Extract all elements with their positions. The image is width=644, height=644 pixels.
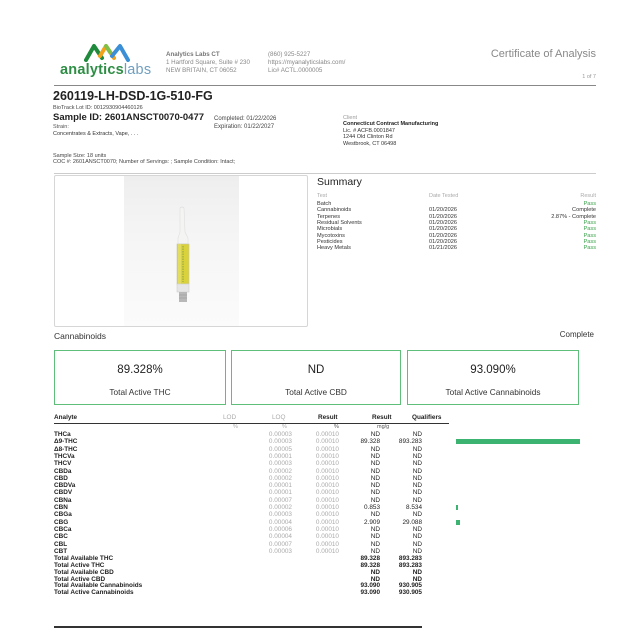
analyte-name: CBC	[54, 533, 68, 541]
lod-value: 0.00003	[268, 547, 292, 555]
table-row	[54, 541, 422, 548]
result-pct-value: ND	[370, 467, 380, 475]
loq-value: 0.00010	[315, 445, 339, 453]
table-row	[54, 482, 422, 489]
summary-result: Pass	[583, 232, 596, 239]
lab-website-link[interactable]: https://myanalyticslabs.com/	[268, 59, 346, 66]
analytics-labs-logo	[60, 42, 160, 84]
tile-value: ND	[307, 364, 325, 376]
result-bar	[456, 520, 460, 525]
summary-date: 01/20/2026	[429, 207, 457, 214]
result-mg-value: ND	[412, 467, 422, 475]
table-row	[54, 460, 422, 467]
total-mg-value: ND	[412, 575, 422, 583]
loq-value: 0.00010	[315, 518, 339, 526]
strain-value: Concentrates & Extracts, Vape, . . .	[53, 131, 139, 137]
tile-value: 89.328%	[117, 364, 163, 376]
cannabinoids-status: Complete	[559, 330, 594, 339]
result-mg-value: ND	[412, 511, 422, 519]
total-active-cannabinoids-tile	[407, 350, 579, 405]
batch-id: 260119-LH-DSD-1G-510-FG	[53, 89, 213, 103]
table-row	[54, 489, 422, 496]
result-pct-value: ND	[370, 540, 380, 548]
analyte-name: CBD	[54, 474, 68, 482]
col-header-analyte: Analyte	[54, 414, 78, 421]
result-mg-value: ND	[412, 460, 422, 468]
analyte-name: THCVa	[54, 452, 75, 460]
analyte-name: CBNa	[54, 496, 72, 504]
client-address-1: 1244 Old Clinton Rd	[343, 134, 393, 141]
analyte-name: Δ9-THC	[54, 438, 78, 446]
table-row	[54, 468, 422, 475]
summary-result: Pass	[583, 219, 596, 226]
result-mg-value: ND	[412, 482, 422, 490]
result-mg-value: ND	[412, 474, 422, 482]
summary-result: 2.87% - Complete	[551, 213, 596, 220]
analyte-name: CBDVa	[54, 482, 76, 490]
lab-info	[166, 51, 250, 75]
total-pct-value: ND	[370, 575, 380, 583]
summary-result: Pass	[583, 226, 596, 233]
lod-value: 0.00007	[268, 496, 292, 504]
lod-value: 0.00006	[268, 525, 292, 533]
loq-value: 0.00010	[315, 431, 339, 438]
result-pct-value: ND	[370, 547, 380, 555]
col-header-result-pct: Result	[318, 414, 338, 421]
client-info	[343, 115, 438, 147]
analyte-name: CBT	[54, 547, 68, 555]
lod-value: 0.00002	[268, 504, 292, 511]
total-name: Total Available Cannabinoids	[54, 582, 143, 590]
lab-address-2: NEW BRITAIN, CT 06052	[166, 67, 237, 74]
contact-info	[268, 51, 345, 75]
unit-loq: %	[282, 424, 287, 430]
result-mg-value: 8.534	[406, 504, 422, 511]
summary-date: 01/20/2026	[429, 232, 457, 239]
summary-date: 01/20/2026	[429, 219, 457, 226]
client-name: Connecticut Contract Manufacturing	[343, 121, 439, 128]
analyte-name: CBG	[54, 518, 69, 526]
table-row	[54, 475, 422, 482]
result-pct-value: 2.909	[364, 518, 380, 526]
result-pct-value: ND	[370, 525, 380, 533]
lod-value: 0.00002	[268, 467, 292, 475]
summary-result: Pass	[583, 201, 596, 207]
lab-address-1: 1 Hartford Square, Suite # 230	[166, 59, 250, 66]
lod-value: 0.00003	[268, 431, 292, 438]
summary-test: Residual Solvents	[317, 219, 362, 226]
result-pct-value: ND	[370, 431, 380, 438]
lab-phone: (860) 925-5227	[268, 51, 311, 58]
result-mg-value: 29.088	[402, 518, 422, 526]
loq-value: 0.00010	[315, 540, 339, 548]
lod-value: 0.00003	[268, 438, 292, 446]
total-name: Total Available THC	[54, 555, 114, 563]
loq-value: 0.00010	[315, 547, 339, 555]
summary-test: Pesticides	[317, 238, 343, 245]
total-mg-value: 930.905	[398, 589, 422, 597]
analyte-name: CBN	[54, 504, 68, 511]
summary-result: Complete	[572, 207, 596, 214]
result-pct-value: ND	[370, 533, 380, 541]
tile-label: Total Active THC	[109, 387, 171, 397]
total-pct-value: 93.090	[360, 582, 380, 590]
page-number: 1 of 7	[582, 74, 596, 80]
result-pct-value: ND	[370, 511, 380, 519]
total-name: Total Active CBD	[54, 575, 106, 583]
client-address-2: Westbrook, CT 06498	[343, 140, 397, 147]
loq-value: 0.00010	[315, 504, 339, 511]
loq-value: 0.00010	[315, 525, 339, 533]
unit-result-pct: %	[334, 424, 339, 430]
lab-license: Lic# ACTL.0000005	[268, 67, 323, 74]
col-header-result-mg: Result	[372, 414, 392, 421]
summary-result: Pass	[583, 238, 596, 245]
client-license: Lic. # ACFB.0001847	[343, 127, 395, 134]
result-mg-value: 893.283	[398, 438, 422, 446]
result-mg-value: ND	[412, 525, 422, 533]
total-mg-value: ND	[412, 568, 422, 576]
table-row	[54, 438, 422, 445]
table-row	[54, 533, 422, 540]
unit-result-mg: mg/g	[377, 424, 390, 430]
total-pct-value: 89.328	[360, 555, 380, 563]
result-bar	[456, 505, 458, 510]
loq-value: 0.00010	[315, 438, 339, 446]
table-row	[54, 511, 422, 518]
total-mg-value: 893.283	[398, 555, 422, 563]
lod-value: 0.00005	[268, 445, 292, 453]
total-active-thc-tile	[54, 350, 226, 405]
client-label: Client	[343, 115, 358, 121]
lod-value: 0.00003	[268, 460, 292, 468]
analyte-name: CBCa	[54, 525, 72, 533]
result-mg-value: ND	[412, 533, 422, 541]
summary-header-result: Result	[580, 193, 596, 199]
result-pct-value: ND	[370, 452, 380, 460]
product-image-frame	[54, 175, 308, 327]
lod-value: 0.00004	[268, 518, 292, 526]
table-row	[54, 453, 422, 460]
result-mg-value: ND	[412, 540, 422, 548]
section-divider	[54, 173, 596, 174]
loq-value: 0.00010	[315, 460, 339, 468]
result-pct-value: ND	[370, 445, 380, 453]
sample-id: Sample ID: 2601ANSCT0070-0477	[53, 112, 205, 123]
tile-value: 93.090%	[470, 364, 516, 376]
summary-title: Summary	[317, 176, 362, 188]
result-bar	[456, 439, 580, 444]
table-row	[54, 431, 422, 438]
result-pct-value: ND	[370, 474, 380, 482]
unit-lod: %	[233, 424, 238, 430]
total-name: Total Available CBD	[54, 568, 114, 576]
summary-test: Batch	[317, 201, 332, 207]
coc-info: COC #: 2601ANSCT0070; Number of Servings: ; Sample Condition: Intact;	[53, 159, 236, 166]
table-row	[54, 504, 422, 511]
summary-result: Pass	[583, 245, 596, 252]
total-mg-value: 930.905	[398, 582, 422, 590]
lod-value: 0.00001	[268, 489, 292, 497]
table-header-divider	[54, 423, 449, 424]
total-mg-value: 893.283	[398, 561, 422, 569]
loq-value: 0.00010	[315, 474, 339, 482]
summary-date: 01/20/2026	[429, 213, 457, 220]
document-title: Certificate of Analysis	[490, 48, 596, 60]
result-pct-value: ND	[370, 489, 380, 497]
summary-date: 01/20/2026	[429, 226, 457, 233]
cannabinoids-title: Cannabinoids	[54, 331, 106, 341]
analyte-name: Δ8-THC	[54, 445, 78, 453]
result-mg-value: ND	[412, 452, 422, 460]
total-pct-value: ND	[370, 568, 380, 576]
dates	[214, 115, 276, 131]
result-mg-value: ND	[412, 496, 422, 504]
logo-wordmark: analyticslabs	[60, 62, 152, 78]
total-name: Total Active THC	[54, 561, 105, 569]
lod-value: 0.00002	[268, 474, 292, 482]
result-mg-value: ND	[412, 431, 422, 438]
completed-date: Completed: 01/22/2026	[214, 116, 277, 122]
table-row	[54, 446, 422, 453]
table-bottom-divider	[54, 626, 422, 628]
result-pct-value: 0.853	[364, 504, 380, 511]
summary-date: 01/21/2026	[429, 245, 457, 252]
total-row	[54, 589, 422, 596]
tile-label: Total Active Cannabinoids	[445, 387, 541, 397]
lod-value: 0.00003	[268, 511, 292, 519]
lod-value: 0.00001	[268, 452, 292, 460]
table-row	[54, 526, 422, 533]
analyte-name: THCV	[54, 460, 72, 468]
header-divider	[54, 85, 596, 86]
result-pct-value: ND	[370, 482, 380, 490]
result-mg-value: ND	[412, 445, 422, 453]
total-active-cbd-tile	[231, 350, 401, 405]
table-row	[54, 519, 422, 526]
loq-value: 0.00010	[315, 482, 339, 490]
total-name: Total Active Cannabinoids	[54, 589, 134, 597]
summary-date: 01/20/2026	[429, 238, 457, 245]
sample-size: Sample Size: 18 units	[53, 153, 107, 159]
loq-value: 0.00010	[315, 533, 339, 541]
col-header-loq: LOQ	[272, 414, 286, 421]
strain-label: Strain:	[53, 124, 69, 130]
analyte-name: CBDa	[54, 467, 72, 475]
result-pct-value: ND	[370, 460, 380, 468]
summary-test: Cannabinoids	[317, 207, 352, 214]
loq-value: 0.00010	[315, 452, 339, 460]
table-row	[54, 548, 422, 555]
lod-value: 0.00001	[268, 482, 292, 490]
lab-name: Analytics Labs CT	[166, 51, 220, 58]
summary-test: Terpenes	[317, 213, 341, 220]
col-header-lod: LOD	[223, 414, 237, 421]
lod-value: 0.00007	[268, 540, 292, 548]
loq-value: 0.00010	[315, 496, 339, 504]
total-pct-value: 93.090	[360, 589, 380, 597]
result-mg-value: ND	[412, 489, 422, 497]
summary-header-date: Date Tested	[429, 193, 459, 199]
analyte-name: THCa	[54, 431, 71, 438]
sample-details	[53, 153, 235, 166]
logo-mark-icon	[84, 42, 136, 62]
result-pct-value: 89.328	[360, 438, 380, 446]
summary-test: Heavy Metals	[317, 245, 351, 252]
expiration-date: Expiration: 01/22/2027	[214, 124, 275, 130]
col-header-qualifiers: Qualifiers	[412, 414, 442, 421]
analyte-name: CBGa	[54, 511, 72, 519]
analyte-name: CBDV	[54, 489, 73, 497]
summary-test: Mycotoxins	[317, 232, 345, 239]
tile-label: Total Active CBD	[285, 387, 347, 397]
loq-value: 0.00010	[315, 511, 339, 519]
total-pct-value: 89.328	[360, 561, 380, 569]
result-mg-value: ND	[412, 547, 422, 555]
loq-value: 0.00010	[315, 489, 339, 497]
lod-value: 0.00004	[268, 533, 292, 541]
vape-cartridge-image	[174, 206, 192, 308]
result-pct-value: ND	[370, 496, 380, 504]
analyte-name: CBL	[54, 540, 68, 548]
biotrack-lot-id: BioTrack Lot ID: 0012930904460126	[53, 105, 143, 111]
table-row	[54, 497, 422, 504]
summary-header-test: Test	[317, 193, 328, 199]
loq-value: 0.00010	[315, 467, 339, 475]
summary-test: Microbials	[317, 226, 343, 233]
